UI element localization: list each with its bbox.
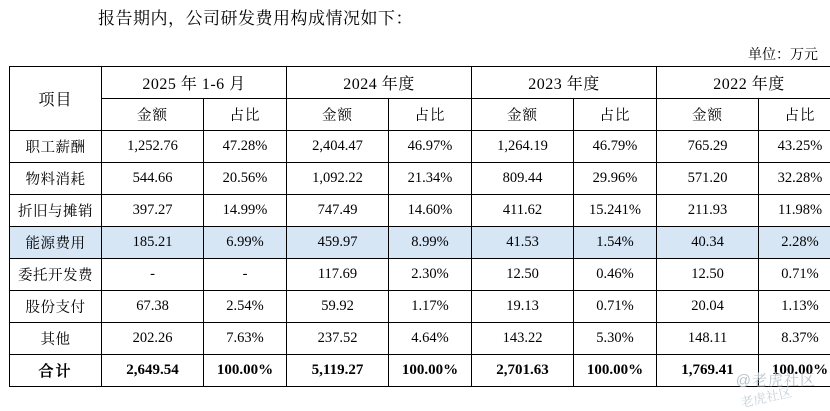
row-cell: 40.34 [657,227,759,259]
row-label: 股份支付 [10,291,102,323]
row-cell: 7.63% [204,323,287,355]
row-cell: - [204,259,287,291]
table-row [10,131,830,163]
row-cell: 6.99% [204,227,287,259]
row-cell: 29.96% [574,163,657,195]
total-cell: 2,649.54 [102,355,204,387]
header-period-0: 2025 年 1-6 月 [102,67,287,99]
header-ratio-2: 占比 [574,99,657,131]
row-cell: 1,252.76 [102,131,204,163]
table-total-row [10,355,830,387]
row-cell: 202.26 [102,323,204,355]
header-ratio-1: 占比 [389,99,472,131]
row-label: 折旧与摊销 [10,195,102,227]
row-cell: 32.28% [759,163,830,195]
row-cell: 11.98% [759,195,830,227]
total-cell: 100.00% [389,355,472,387]
row-cell: 15.241% [574,195,657,227]
header-period-3: 2022 年度 [657,67,830,99]
row-cell: 20.04 [657,291,759,323]
total-cell: 5,119.27 [287,355,389,387]
row-cell: 0.71% [574,291,657,323]
table-row [10,195,830,227]
row-cell: 459.97 [287,227,389,259]
row-cell: 0.71% [759,259,830,291]
row-cell: 46.97% [389,131,472,163]
intro-paragraph: 报告期内，公司研发费用构成情况如下： [98,4,413,29]
total-cell: 1,769.41 [657,355,759,387]
header-amount-3: 金额 [657,99,759,131]
row-cell: 1.13% [759,291,830,323]
row-cell: 4.64% [389,323,472,355]
header-amount-2: 金额 [472,99,574,131]
row-cell: 1,092.22 [287,163,389,195]
unit-note: 单位：万元 [748,44,818,64]
row-cell: 117.69 [287,259,389,291]
table-header-row-subheaders [10,99,830,131]
row-cell: 1,264.19 [472,131,574,163]
row-cell: 1.17% [389,291,472,323]
header-amount-0: 金额 [102,99,204,131]
total-cell: 2,701.63 [472,355,574,387]
row-cell: 0.46% [574,259,657,291]
row-cell: 12.50 [657,259,759,291]
row-cell: 20.56% [204,163,287,195]
row-cell: 21.34% [389,163,472,195]
total-label: 合计 [10,355,102,387]
row-cell: 211.93 [657,195,759,227]
table-header-row-periods [10,67,830,99]
row-cell: 765.29 [657,131,759,163]
row-label: 委托开发费 [10,259,102,291]
row-label: 职工薪酬 [10,131,102,163]
rd-expense-table [9,66,830,387]
row-cell: 2.28% [759,227,830,259]
table-row-highlighted [10,227,830,259]
row-cell: 8.99% [389,227,472,259]
row-label: 物料消耗 [10,163,102,195]
header-amount-1: 金额 [287,99,389,131]
row-cell: 14.99% [204,195,287,227]
header-ratio-3: 占比 [759,99,830,131]
table-row [10,323,830,355]
row-cell: 2,404.47 [287,131,389,163]
row-cell: 411.62 [472,195,574,227]
header-ratio-0: 占比 [204,99,287,131]
row-cell: 5.30% [574,323,657,355]
header-item: 项目 [10,67,102,131]
row-cell: 747.49 [287,195,389,227]
watermark: @老虎社区 [736,369,816,390]
row-cell: 544.66 [102,163,204,195]
row-cell: 397.27 [102,195,204,227]
row-cell: 1.54% [574,227,657,259]
row-cell: 237.52 [287,323,389,355]
total-cell: 100.00% [759,355,830,387]
row-cell: 143.22 [472,323,574,355]
row-cell: 809.44 [472,163,574,195]
row-label: 其他 [10,323,102,355]
table-row [10,291,830,323]
row-cell: 8.37% [759,323,830,355]
header-period-1: 2024 年度 [287,67,472,99]
row-cell: 2.30% [389,259,472,291]
total-cell: 100.00% [204,355,287,387]
row-cell: 41.53 [472,227,574,259]
total-cell: 100.00% [574,355,657,387]
header-period-2: 2023 年度 [472,67,657,99]
table-row [10,163,830,195]
row-cell: 46.79% [574,131,657,163]
watermark-secondary: 老虎社区 [739,382,794,411]
row-cell: 43.25% [759,131,830,163]
row-cell: 59.92 [287,291,389,323]
row-cell: 185.21 [102,227,204,259]
row-label: 能源费用 [10,227,102,259]
row-cell: 47.28% [204,131,287,163]
row-cell: 12.50 [472,259,574,291]
row-cell: - [102,259,204,291]
row-cell: 571.20 [657,163,759,195]
row-cell: 19.13 [472,291,574,323]
row-cell: 2.54% [204,291,287,323]
row-cell: 67.38 [102,291,204,323]
table-row [10,259,830,291]
row-cell: 14.60% [389,195,472,227]
row-cell: 148.11 [657,323,759,355]
